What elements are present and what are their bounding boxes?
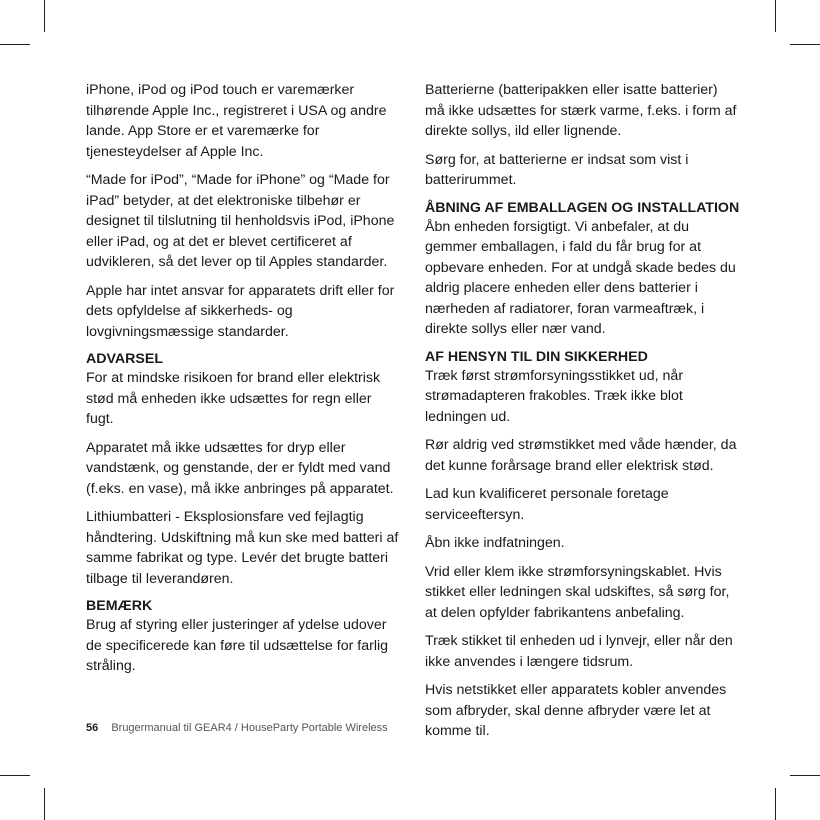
unpacking-paragraph: Åbn enheden forsigtigt. Vi anbefaler, at du gemmer emballagen, i fald du får brug for at opbevare enheden. For at undgå skade bedes du aldrig placere enheden eller dens batterier i nærheden af radiatorer, foran varmeaftræk, i direkte sollys eller nær vand.	[425, 218, 736, 337]
safety-paragraph: Rør aldrig ved strømstikket med våde hænder, da det kunne forårsage brand eller elektrisk stød.	[425, 437, 737, 474]
battery-paragraph: Batterierne (batteripakken eller isatte batterier) må ikke udsættes for stærk varme, f.eks. i form af direkte sollys, ild eller lignende.	[425, 82, 737, 139]
crop-mark	[0, 775, 30, 776]
made-for-paragraph: “Made for iPod”, “Made for iPhone” og “Made for iPad” betyder, at det elektroniske tilbehør er designet til tilslutning til henholdsvis iPod, iPhone eller iPad, og at det er blevet certificeret af udvikleren, så det lever op til Apples standarder.	[86, 172, 395, 270]
warning-paragraph: Lithiumbatteri - Eksplosionsfare ved fejlagtig håndtering. Udskiftning må kun ske med batteri af samme fabrikat og type. Levér det brugte batteri tilbage til leverandøren.	[86, 509, 399, 587]
note-paragraph: Brug af styring eller justeringer af ydelse udover de specificerede kan føre til udsættelse for farlig stråling.	[86, 617, 389, 674]
safety-paragraph: Træk først strømforsyningsstikket ud, når strømadapteren frakobles. Træk ikke blot ledningen ud.	[425, 367, 684, 425]
crop-mark	[44, 788, 45, 820]
crop-mark	[775, 0, 776, 32]
safety-paragraph: Lad kun kvalificeret personale foretage serviceeftersyn.	[425, 486, 669, 523]
crop-mark	[0, 44, 30, 45]
page-number: 56	[86, 722, 99, 734]
battery-paragraph: Sørg for, at batterierne er indsat som vist i batterirummet.	[425, 151, 689, 188]
manual-title: Brugermanual til GEAR4 / HouseParty Portable Wireless	[111, 722, 388, 734]
crop-mark	[790, 44, 820, 45]
page-footer	[86, 722, 388, 734]
safety-paragraph: Træk stikket til enheden ud i lynvejr, eller når den ikke anvendes i længere tidsrum.	[425, 633, 733, 670]
safety-paragraph: Åbn ikke indfatningen.	[425, 535, 565, 551]
warning-heading: ADVARSEL	[86, 351, 163, 367]
left-column	[86, 80, 402, 685]
crop-mark	[44, 0, 45, 32]
safety-paragraph: Hvis netstikket eller apparatets kobler anvendes som afbryder, skal denne afbryder være let at komme til.	[425, 682, 727, 739]
apple-disclaimer-paragraph: Apple har intet ansvar for apparatets drift eller for dets opfyldelse af sikkerheds- og lovgivningsmæssige standarder.	[86, 282, 395, 340]
crop-mark	[790, 775, 820, 776]
crop-mark	[775, 788, 776, 820]
trademark-paragraph: iPhone, iPod og iPod touch er varemærker tilhørende Apple Inc., registreret i USA og andre lande. App Store er et varemærke for tjenesteydelser af Apple Inc.	[86, 82, 387, 160]
right-column	[425, 80, 741, 750]
note-heading: BEMÆRK	[86, 598, 153, 614]
warning-paragraph: For at mindske risikoen for brand eller elektrisk stød må enheden ikke udsættes for regn eller fugt.	[86, 370, 381, 427]
safety-paragraph: Vrid eller klem ikke strømforsyningskablet. Hvis stikket eller ledningen skal udskiftes, så sørg for, at delen opfylder fabrikantens anbefaling.	[425, 563, 730, 621]
unpacking-heading: ÅBNING AF EMBALLAGEN OG INSTALLATION	[425, 199, 740, 216]
warning-paragraph: Apparatet må ikke udsættes for dryp eller vandstænk, og genstande, der er fyldt med vand (f.eks. en vase), må ikke anbringes på apparatet.	[86, 439, 394, 497]
safety-heading: AF HENSYN TIL DIN SIKKERHED	[425, 348, 648, 365]
